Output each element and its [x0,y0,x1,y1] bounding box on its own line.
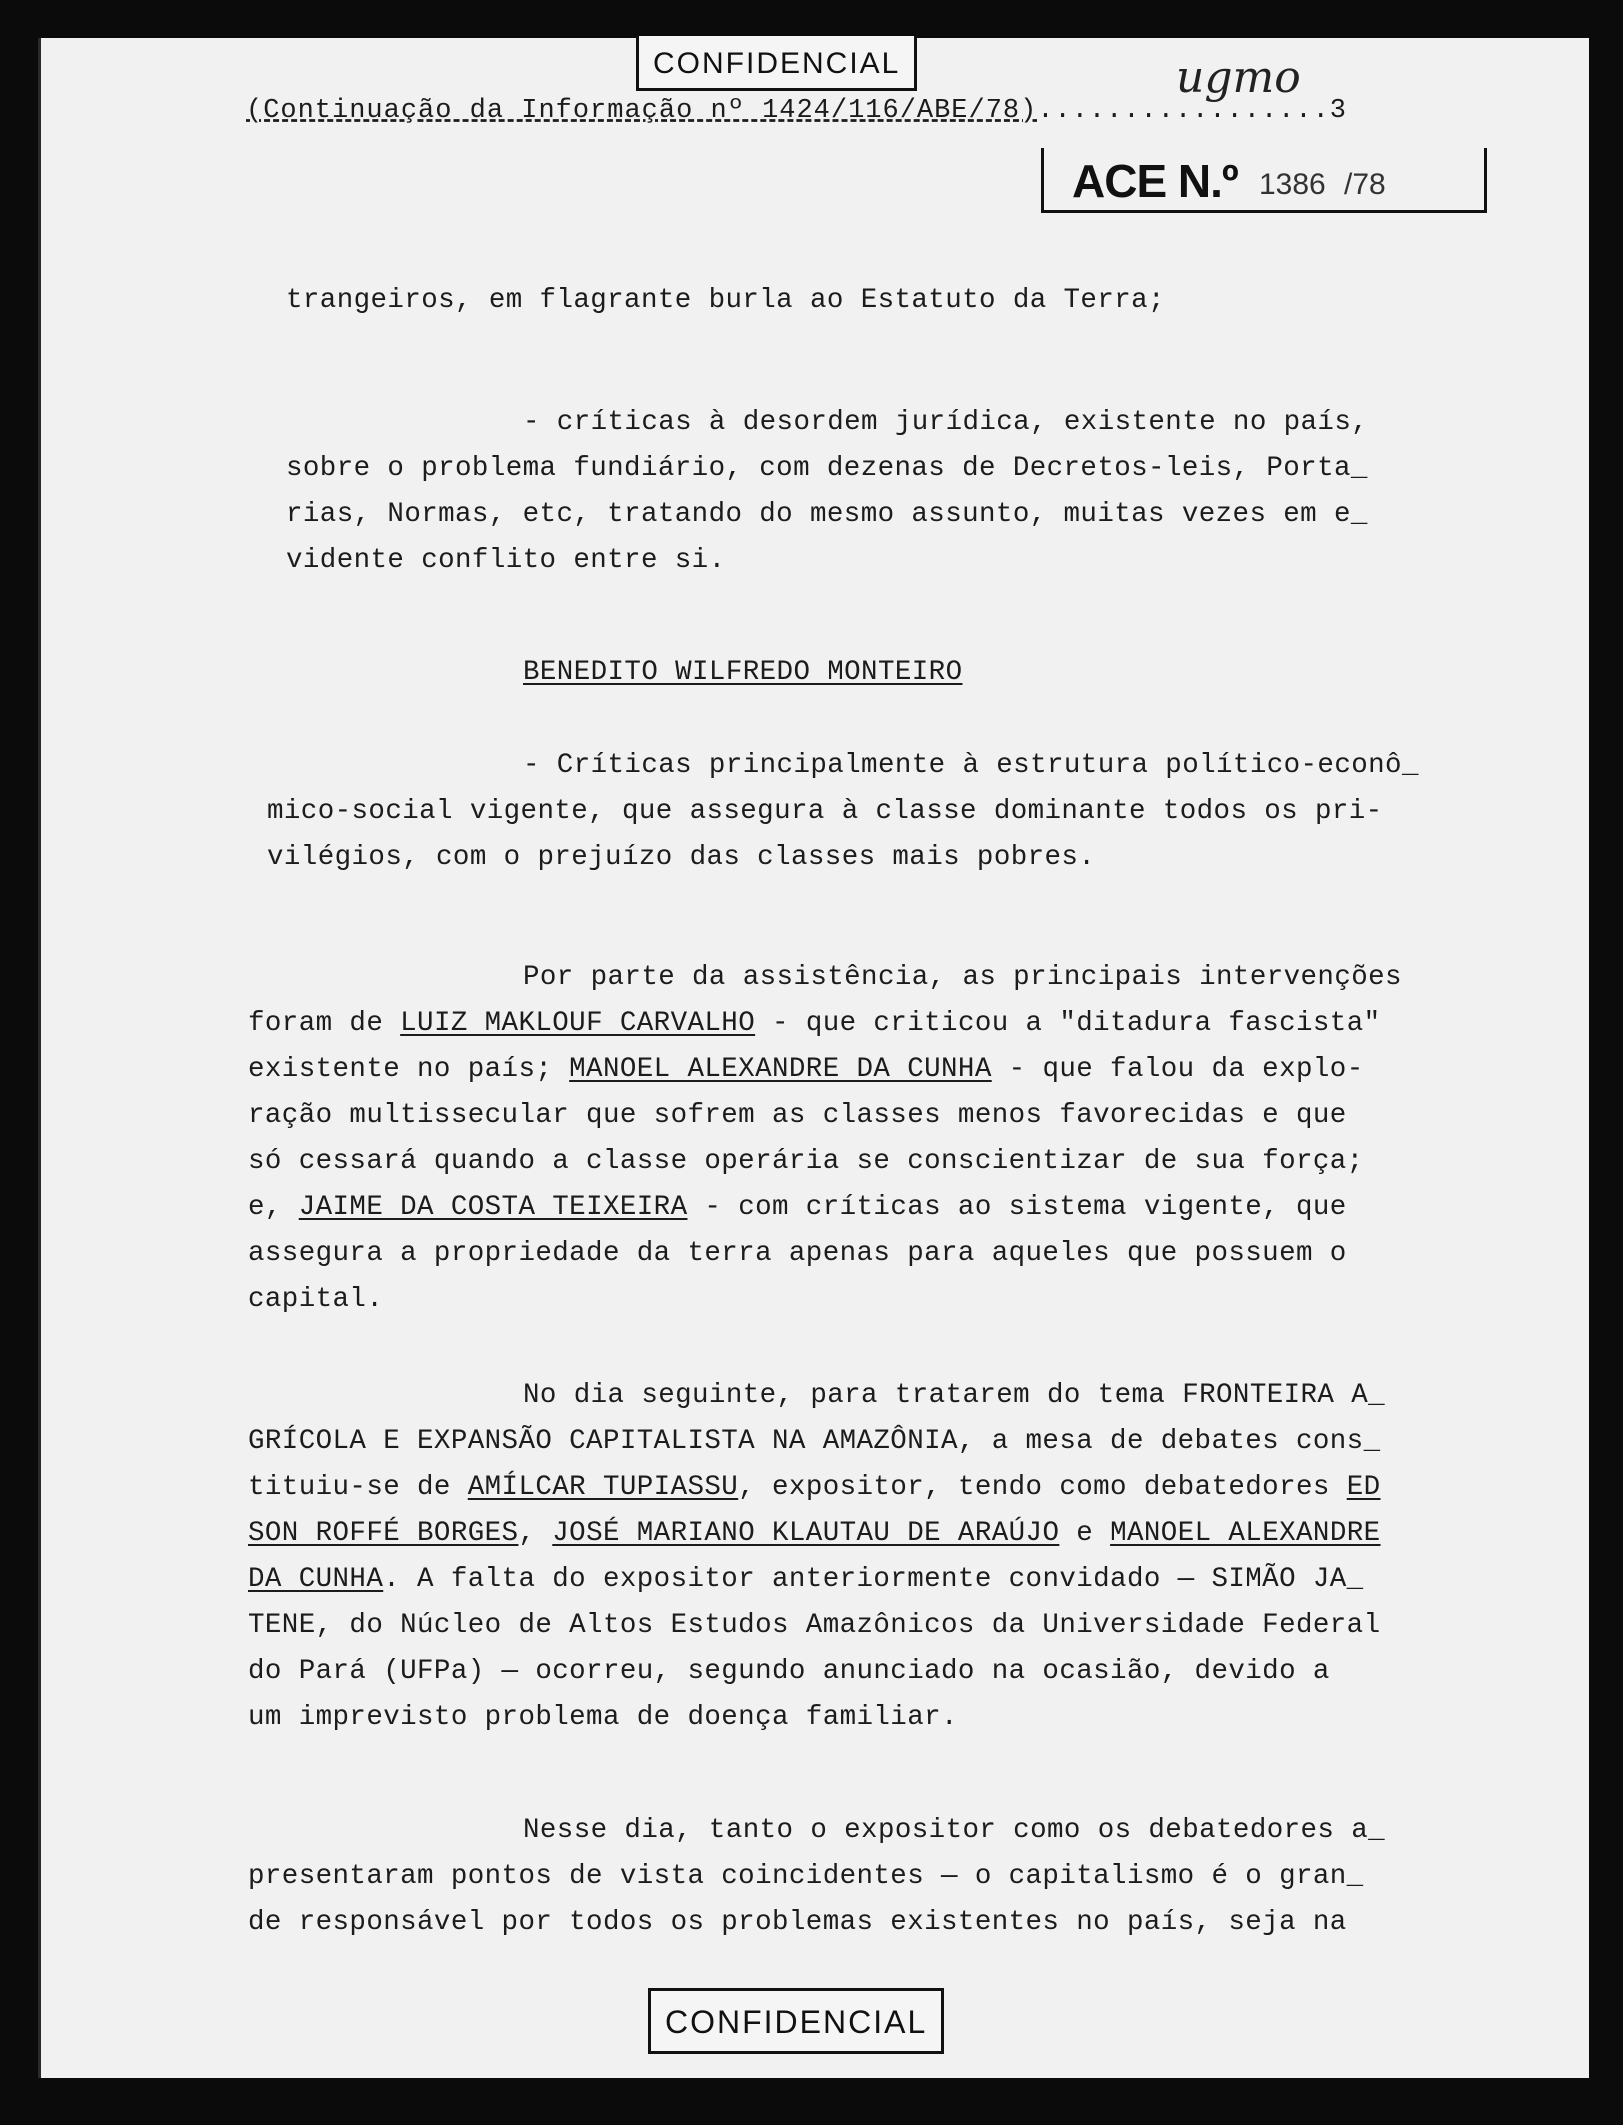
text-line [248,1047,1364,1094]
text-line: presentaram pontos de vista coincidentes — o capitalismo é o gran_ [248,1861,1364,1892]
text-segment: foram de [248,1008,384,1039]
text-line: No dia seguinte, para tratarem do tema FRONTEIRA A_ [523,1380,1386,1411]
text-line: rias, Normas, etc, tratando do mesmo assunto, muitas vezes em e_ [286,499,1368,530]
text-segment: existente no país; [248,1054,553,1085]
text-segment: , [518,1518,536,1549]
text-line [248,1001,1381,1048]
name-amilcar-tupiassu: AMÍLCAR TUPIASSU [467,1472,739,1503]
text-line: só cessará quando a classe operária se conscientizar de sua força; [248,1146,1364,1177]
name-luiz-maklouf-carvalho: LUIZ MAKLOUF CARVALHO [400,1008,756,1039]
text-segment: . A falta do expositor anteriormente convidado — SIMÃO JA_ [383,1564,1364,1595]
text-line: vilégios, com o prejuízo das classes mais pobres. [267,842,1096,873]
text-line: assegura a propriedade da terra apenas para aqueles que possuem o [248,1238,1347,1269]
text-line: sobre o problema fundiário, com dezenas de Decretos-leis, Porta_ [286,453,1368,484]
text-line [248,1465,1381,1512]
header-dots: ................. [1037,96,1330,126]
text-line [248,1185,1347,1232]
name-manoel-alexandre-da-cunha: MANOEL ALEXANDRE DA CUNHA [569,1054,992,1085]
section-heading: BENEDITO WILFREDO MONTEIRO [523,657,963,688]
text-segment: , expositor, tendo como debatedores [738,1472,1330,1503]
name-jaime-da-costa-teixeira: JAIME DA COSTA TEIXEIRA [298,1192,688,1223]
text-segment: - que falou da explo- [1008,1054,1364,1085]
text-segment: e, [248,1192,282,1223]
text-segment: - que criticou a "ditadura fascista" [772,1008,1381,1039]
ace-number: 1386 [1259,168,1326,201]
ace-number-box [1041,148,1487,213]
text-line: Por parte da assistência, as principais intervenções [523,962,1402,993]
handwritten-signature: ugmo [1176,52,1301,103]
name-edson-roffe-borges: SON ROFFÉ BORGES [248,1518,519,1549]
name-manoel-alexandre: MANOEL ALEXANDRE [1110,1518,1381,1549]
ace-year: /78 [1344,168,1386,201]
text-line: de responsável por todos os problemas existentes no país, seja na [248,1907,1347,1938]
confidential-stamp-bottom: CONFIDENCIAL [648,1988,944,2054]
ace-label: ACE N.º [1072,155,1238,207]
page-number: 3 [1329,96,1347,126]
text-line: ração multissecular que sofrem as classes menos favorecidas e que [248,1100,1347,1131]
text-line: TENE, do Núcleo de Altos Estudos Amazônicos da Universidade Federal [248,1610,1381,1641]
name-edson-part1: ED [1346,1472,1381,1503]
text-segment: e [1076,1518,1094,1549]
text-segment: tituiu-se de [248,1472,451,1503]
confidential-stamp-top: CONFIDENCIAL [636,36,917,91]
document-page [38,38,1589,2078]
text-line [248,1511,1381,1558]
text-line: do Pará (UFPa) — ocorreu, segundo anunciado na ocasião, devido a [248,1656,1330,1687]
text-line [248,1557,1364,1604]
text-line: - críticas à desordem jurídica, existente no país, [523,407,1369,438]
name-jose-mariano-klautau-de-araujo: JOSÉ MARIANO KLAUTAU DE ARAÚJO [552,1518,1060,1549]
name-da-cunha: DA CUNHA [248,1564,384,1595]
text-line: mico-social vigente, que assegura à classe dominante todos os pri- [267,796,1383,827]
text-segment: - com críticas ao sistema vigente, que [704,1192,1347,1223]
text-line: trangeiros, em flagrante burla ao Estatuto da Terra; [286,285,1165,316]
text-line: vidente conflito entre si. [286,545,726,576]
text-line: GRÍCOLA E EXPANSÃO CAPITALISTA NA AMAZÔNIA, a mesa de debates cons_ [248,1426,1381,1457]
text-line: - Críticas principalmente à estrutura político-econô_ [523,750,1419,781]
text-line: um imprevisto problema de doença familiar. [248,1702,958,1733]
text-line: Nesse dia, tanto o expositor como os debatedores a_ [523,1815,1386,1846]
continuation-reference: (Continuação da Informação nº 1424/116/ABE/78) [246,96,1038,126]
text-line: capital. [248,1284,384,1315]
